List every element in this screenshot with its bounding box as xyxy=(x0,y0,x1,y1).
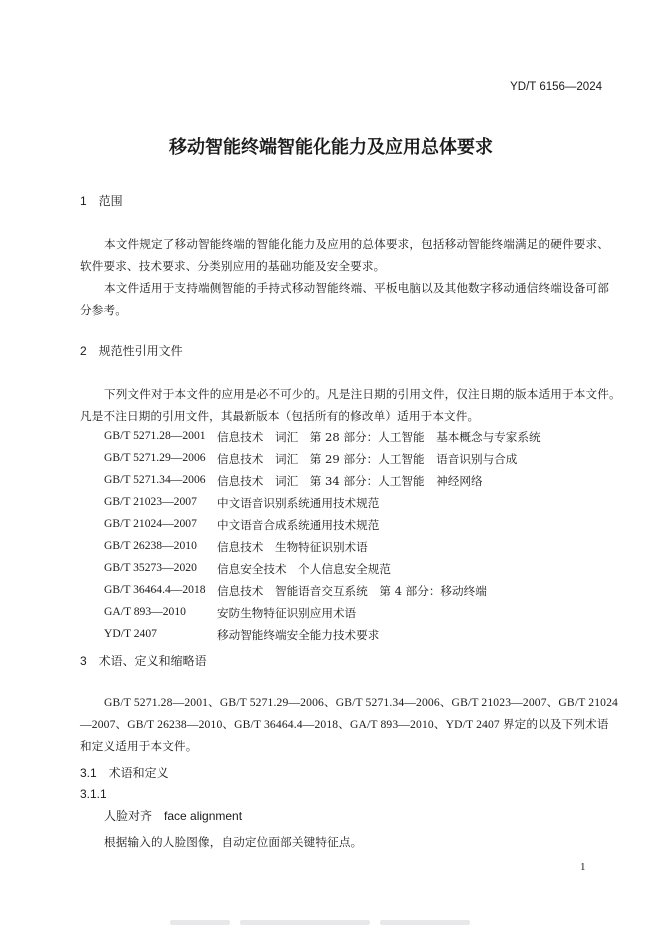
section-2-intro-line-2: 凡是不注日期的引用文件，其最新版本（包括所有的修改单）适用于本文件。 xyxy=(80,409,480,423)
section-3-paragraph-line-2: —2007、GB/T 26238—2010、GB/T 36464.4—2018、GA/T 893—2010、YD/T 2407 界定的以及下列术语 xyxy=(80,718,609,731)
section-3-paragraph-line-1: GB/T 5271.28—2001、GB/T 5271.29—2006、GB/T 5271.34—2006、GB/T 21023—2007、GB/T 21024 xyxy=(104,696,618,709)
section-1-paragraph-1-line-1: 本文件规定了移动智能终端的智能化能力及应用的总体要求，包括移动智能终端满足的硬件要求、 xyxy=(104,237,609,251)
reference-code: GB/T 5271.29—2006 xyxy=(104,451,206,464)
reference-title: 移动智能终端安全能力技术要求 xyxy=(217,628,380,642)
reference-code: GB/T 35273—2020 xyxy=(104,561,197,574)
reference-code: GB/T 26238—2010 xyxy=(104,539,197,552)
reference-code: GB/T 21023—2007 xyxy=(104,495,197,508)
section-3-heading: 3 术语、定义和缩略语 xyxy=(80,654,207,668)
section-1-paragraph-2-line-2: 分参考。 xyxy=(80,303,127,317)
reference-title: 中文语音识别系统通用技术规范 xyxy=(217,496,380,510)
reference-code: GB/T 5271.34—2006 xyxy=(104,473,206,486)
section-2-intro-line-1: 下列文件对于本文件的应用是必不可少的。凡是注日期的引用文件，仅注日期的版本适用于本文件。 xyxy=(104,387,621,401)
reference-title: 安防生物特征识别应用术语 xyxy=(217,606,357,620)
reference-code: GB/T 5271.28—2001 xyxy=(104,429,206,442)
reference-code: YD/T 2407 xyxy=(104,627,157,640)
standard-code: YD/T 6156—2024 xyxy=(510,81,602,93)
reference-code: GB/T 36464.4—2018 xyxy=(104,583,206,596)
page-number: 1 xyxy=(580,861,586,873)
reference-title: 信息技术 词汇 第 29 部分：人工智能 语音识别与合成 xyxy=(217,452,518,466)
reference-title: 信息技术 词汇 第 28 部分：人工智能 基本概念与专家系统 xyxy=(217,430,541,444)
reference-code: GA/T 893—2010 xyxy=(104,605,186,618)
reference-title: 信息技术 生物特征识别术语 xyxy=(217,540,368,554)
subsection-3-1-heading: 3.1 术语和定义 xyxy=(80,766,169,780)
term-definition: 根据输入的人脸图像，自动定位面部关键特征点。 xyxy=(104,835,363,849)
reference-title: 信息技术 词汇 第 34 部分：人工智能 神经网络 xyxy=(217,474,483,488)
section-2-heading: 2 规范性引用文件 xyxy=(80,344,183,358)
term-name: 人脸对齐 face alignment xyxy=(104,809,243,823)
section-3-paragraph-line-3: 和定义适用于本文件。 xyxy=(80,739,198,753)
footer-faint-mark xyxy=(0,916,662,930)
section-1-paragraph-2-line-1: 本文件适用于支持端侧智能的手持式移动智能终端、平板电脑以及其他数字移动通信终端设备可部 xyxy=(104,281,609,295)
section-1-heading: 1 范围 xyxy=(80,194,123,208)
reference-title: 信息技术 智能语音交互系统 第 4 部分：移动终端 xyxy=(217,584,487,598)
reference-title: 中文语音合成系统通用技术规范 xyxy=(217,518,380,532)
document-title: 移动智能终端智能化能力及应用总体要求 xyxy=(169,137,493,157)
reference-code: GB/T 21024—2007 xyxy=(104,517,197,530)
section-1-paragraph-1-line-2: 软件要求、技术要求、分类别应用的基础功能及安全要求。 xyxy=(80,259,386,273)
term-number: 3.1.1 xyxy=(80,787,107,801)
reference-title: 信息安全技术 个人信息安全规范 xyxy=(217,562,391,576)
